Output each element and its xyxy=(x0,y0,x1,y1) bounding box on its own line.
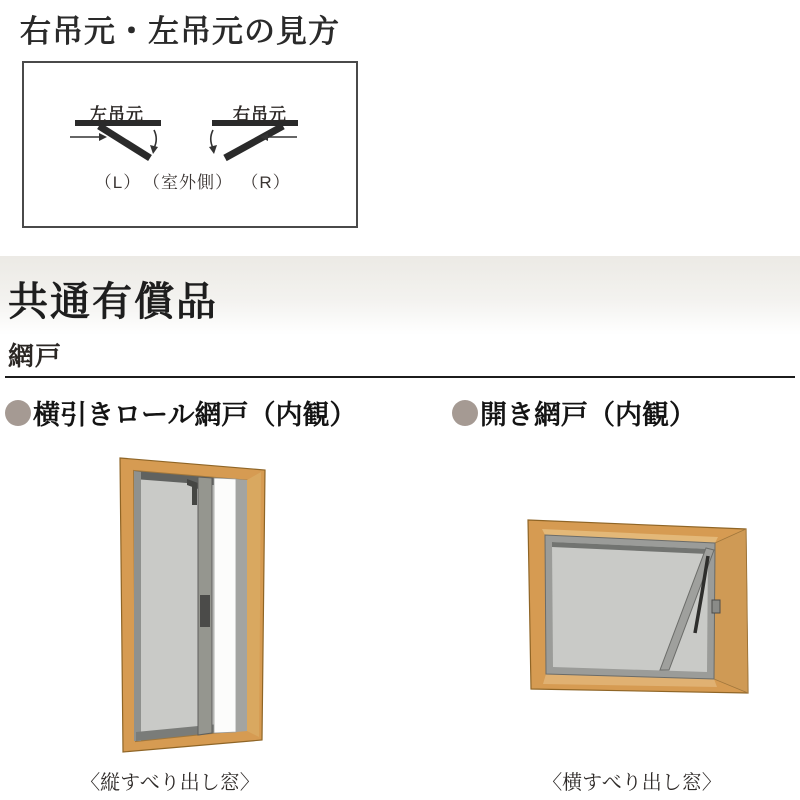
product-heading-roll-screen xyxy=(5,393,356,432)
product-heading-label: 開き網戸（内観） xyxy=(480,400,696,430)
left-hinge-label: 左吊元 xyxy=(90,105,144,124)
section-title: 共通有償品 xyxy=(8,280,218,324)
hinge-diagram-box xyxy=(22,61,358,228)
right-swing-arrow-head-icon xyxy=(209,145,217,154)
page-title: 右吊元・左吊元の見方 xyxy=(20,14,340,49)
right-swing-arrow-line xyxy=(211,130,213,148)
left-sash-diagonal xyxy=(99,126,150,158)
wood-reveal-right xyxy=(247,472,261,737)
caption-horizontal-window: 〈横すべり出し窓〉 xyxy=(542,772,722,794)
right-hinge-label: 右吊元 xyxy=(233,105,287,124)
right-sash-diagonal xyxy=(225,126,283,158)
bullet-icon xyxy=(452,400,478,426)
bullet-icon xyxy=(5,400,31,426)
caption-vertical-window: 〈縦すべり出し窓〉 xyxy=(80,772,260,794)
bottom-label-L: （L） xyxy=(94,173,142,192)
handle xyxy=(200,595,210,627)
left-swing-arrow-line xyxy=(154,130,156,148)
left-swing-arrow-head-icon xyxy=(150,145,158,154)
product-heading-label: 横引きロール網戸（内観） xyxy=(33,400,357,430)
product-heading-hinged-screen xyxy=(452,393,696,432)
subsection-title: 網戸 xyxy=(8,341,63,371)
left-window-illustration xyxy=(100,445,280,770)
bottom-label-outdoor-side: （室外側） xyxy=(143,173,233,192)
section-band xyxy=(0,256,800,335)
handle xyxy=(712,600,720,613)
open-gap xyxy=(214,478,236,733)
hinge-diagram-graphics xyxy=(24,63,356,226)
left-stile xyxy=(134,471,141,741)
horizontal-rule xyxy=(5,376,795,378)
bottom-label-R: （R） xyxy=(241,173,291,192)
screen-pull-bar xyxy=(192,485,197,505)
right-window-illustration xyxy=(518,508,758,703)
right-stile xyxy=(236,479,247,732)
